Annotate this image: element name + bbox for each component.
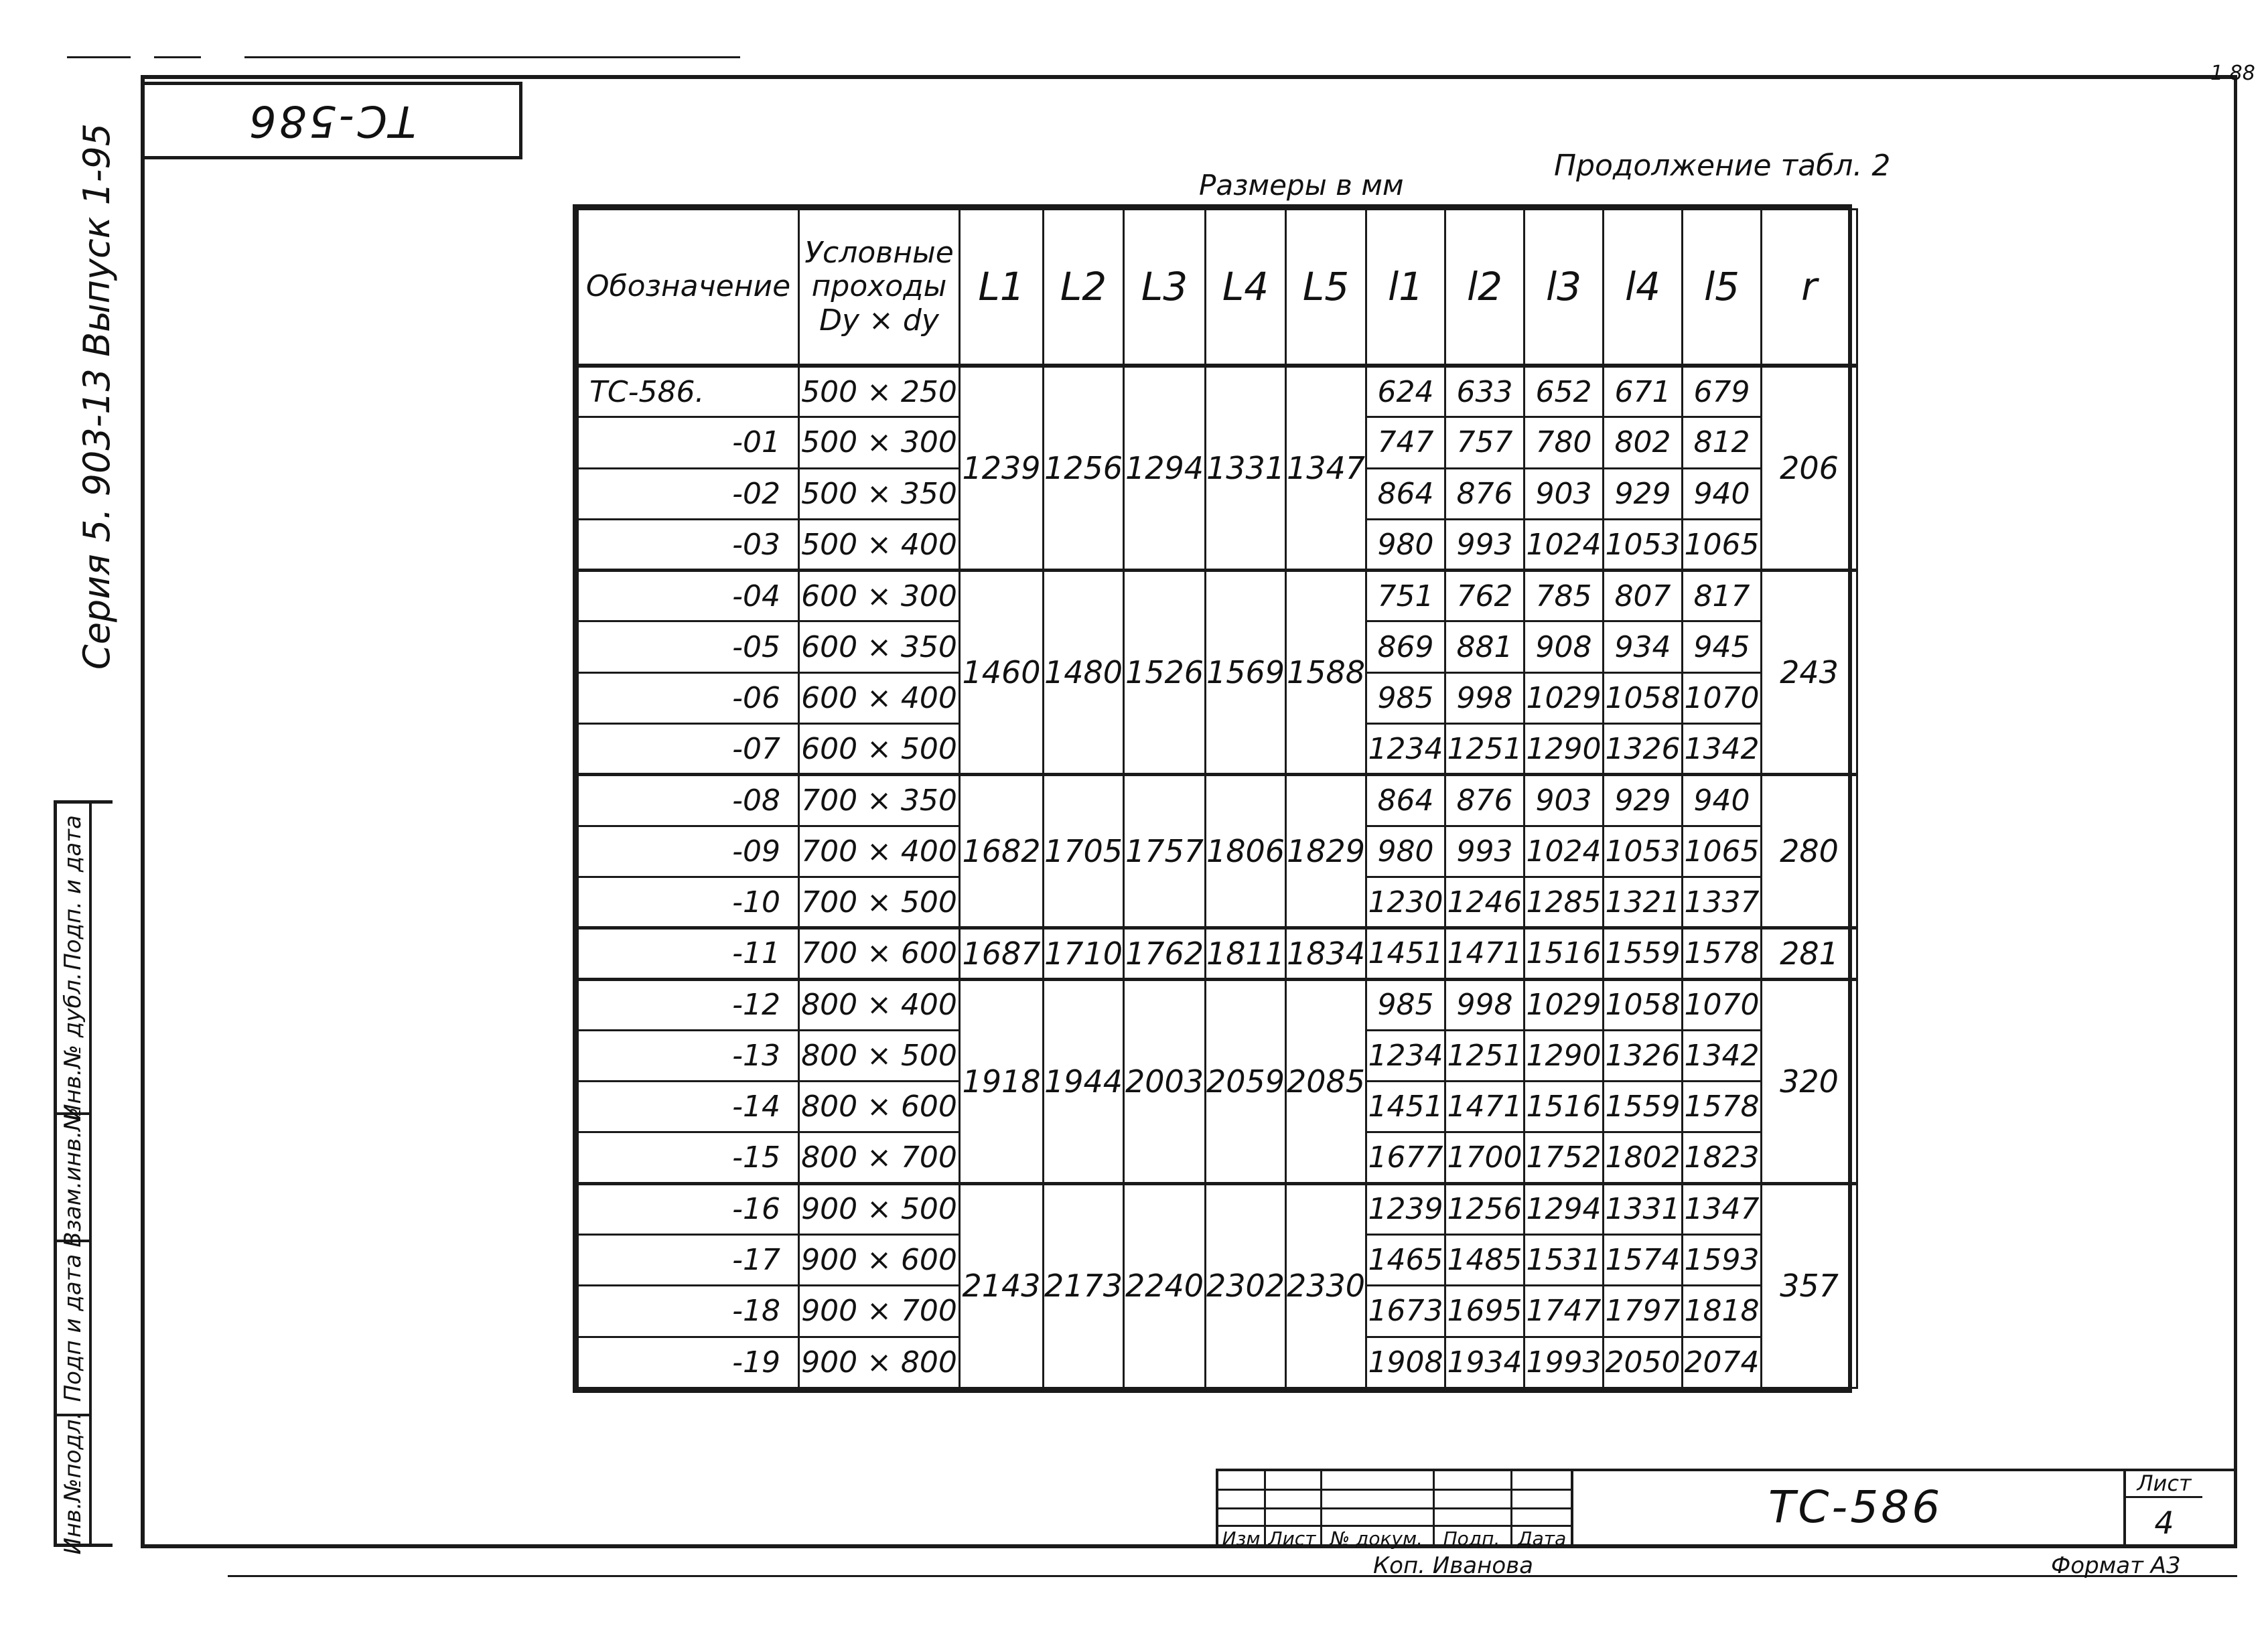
nominal-bore-cell: 900 × 800 [799,1337,960,1388]
table-row [578,571,1857,621]
sheet-label: Лист [2126,1469,2202,1498]
specification-table [573,204,1852,1393]
l4-cell: 929 [1604,775,1683,826]
l5-cell: 817 [1683,571,1762,621]
l1-cell: 864 [1366,775,1445,826]
l4-cell: 807 [1604,571,1683,621]
designation-cell: -05 [578,621,799,672]
l2-cell: 1934 [1445,1337,1525,1388]
l4-cell: 1326 [1604,1030,1683,1081]
l2-cell: 1251 [1445,1030,1525,1081]
header-l3: l3 [1525,210,1604,366]
nominal-bore-cell: 700 × 500 [799,877,960,927]
corner-code: ТС-586 [246,96,417,145]
L3-cell: 2003 [1124,979,1206,1183]
l1-cell: 980 [1366,826,1445,877]
L5-cell: 2330 [1286,1183,1366,1388]
l1-cell: 1451 [1366,928,1445,979]
page-corner-mark: 1 88 [2210,62,2255,85]
sheet-number: 4 [2154,1505,2174,1541]
l5-cell: 812 [1683,417,1762,468]
l2-cell: 998 [1445,672,1525,723]
header-L5: L5 [1286,210,1366,366]
L3-cell: 1762 [1124,928,1206,979]
designation-cell: -04 [578,571,799,621]
l1-cell: 747 [1366,417,1445,468]
title-block [1216,1469,2237,1548]
header-L2: L2 [1044,210,1124,366]
L2-cell: 1256 [1044,366,1124,570]
l4-cell: 671 [1604,366,1683,417]
l1-cell: 985 [1366,672,1445,723]
nominal-bore-cell: 900 × 600 [799,1235,960,1286]
sidebar-cell-inv-orig [57,1412,89,1555]
r-cell: 206 [1762,366,1857,570]
header-r: r [1762,210,1857,366]
L3-cell: 1757 [1124,775,1206,928]
header-l5: l5 [1683,210,1762,366]
tb-label-doc-number: № докум. [1330,1528,1423,1550]
header-L4: L4 [1206,210,1286,366]
nominal-bore-cell: 600 × 500 [799,724,960,775]
l3-cell: 1024 [1525,519,1604,570]
nominal-bore-cell: 800 × 400 [799,979,960,1030]
l4-cell: 1797 [1604,1286,1683,1337]
l5-cell: 1065 [1683,519,1762,570]
l3-cell: 1531 [1525,1235,1604,1286]
l5-cell: 1578 [1683,928,1762,979]
l1-cell: 624 [1366,366,1445,417]
l5-cell: 1347 [1683,1183,1762,1234]
sidebar-label: Взам.инв.№ [60,1107,86,1248]
l1-cell: 1230 [1366,877,1445,927]
L2-cell: 2173 [1044,1183,1124,1388]
l5-cell: 1065 [1683,826,1762,877]
designation-cell: -18 [578,1286,799,1337]
l3-cell: 1747 [1525,1286,1604,1337]
L2-cell: 1480 [1044,571,1124,775]
designation-cell: -17 [578,1235,799,1286]
designation-cell: -16 [578,1183,799,1234]
grid-line [1264,1471,1266,1548]
designation-cell: ТС-586. [578,366,799,417]
l5-cell: 1070 [1683,672,1762,723]
l2-cell: 762 [1445,571,1525,621]
L5-cell: 1347 [1286,366,1366,570]
sidebar-divider [89,804,92,1544]
L4-cell: 1569 [1206,571,1286,775]
l2-cell: 876 [1445,775,1525,826]
l5-cell: 1578 [1683,1082,1762,1132]
nominal-bore-cell: 700 × 400 [799,826,960,877]
l1-cell: 1234 [1366,724,1445,775]
l3-cell: 1993 [1525,1337,1604,1388]
nominal-bore-cell: 900 × 700 [799,1286,960,1337]
table-continuation-title: Продолжение табл. 2 [1554,149,1891,183]
nominal-bore-cell: 500 × 350 [799,468,960,519]
tb-label-date: Дата [1517,1528,1567,1550]
l1-cell: 751 [1366,571,1445,621]
L2-cell: 1944 [1044,979,1124,1183]
l2-cell: 993 [1445,519,1525,570]
l5-cell: 1593 [1683,1235,1762,1286]
sheet-number-box [2123,1469,2202,1548]
l2-cell: 998 [1445,979,1525,1030]
grid-line [1433,1471,1435,1548]
l3-cell: 908 [1525,621,1604,672]
designation-cell: -09 [578,826,799,877]
l5-cell: 1342 [1683,724,1762,775]
nominal-bore-cell: 700 × 350 [799,775,960,826]
l4-cell: 1559 [1604,928,1683,979]
l2-cell: 1700 [1445,1132,1525,1183]
l4-cell: 1326 [1604,724,1683,775]
sidebar-cell-replace-inv [57,1107,89,1248]
l5-cell: 940 [1683,468,1762,519]
l2-cell: 1471 [1445,1082,1525,1132]
designation-cell: -11 [578,928,799,979]
l5-cell: 1337 [1683,877,1762,927]
designation-cell: -08 [578,775,799,826]
header-designation: Обозначение [578,210,799,366]
l4-cell: 1574 [1604,1235,1683,1286]
l4-cell: 934 [1604,621,1683,672]
l3-cell: 785 [1525,571,1604,621]
nominal-bore-cell: 600 × 400 [799,672,960,723]
l5-cell: 1818 [1683,1286,1762,1337]
l2-cell: 633 [1445,366,1525,417]
revision-grid [1216,1469,1571,1548]
l5-cell: 1823 [1683,1132,1762,1183]
L3-cell: 1294 [1124,366,1206,570]
nominal-bore-cell: 500 × 400 [799,519,960,570]
l3-cell: 1285 [1525,877,1604,927]
l3-cell: 903 [1525,775,1604,826]
tb-label-change: Изм [1222,1528,1261,1550]
l4-cell: 929 [1604,468,1683,519]
L4-cell: 1331 [1206,366,1286,570]
header-l4: l4 [1604,210,1683,366]
nominal-bore-cell: 500 × 250 [799,366,960,417]
approval-sidebar [54,800,113,1555]
l1-cell: 1677 [1366,1132,1445,1183]
header-L3: L3 [1124,210,1206,366]
nominal-bore-cell: 700 × 600 [799,928,960,979]
designation-cell: -02 [578,468,799,519]
tb-label-signature: Подп. [1443,1528,1500,1550]
l2-cell: 757 [1445,417,1525,468]
header-l1: l1 [1366,210,1445,366]
designation-cell: -10 [578,877,799,927]
L1-cell: 1687 [960,928,1044,979]
document-code: ТС-586 [1768,1481,1943,1533]
designation-cell: -07 [578,724,799,775]
l1-cell: 1451 [1366,1082,1445,1132]
table-row [578,775,1857,826]
L5-cell: 1829 [1286,775,1366,928]
l2-cell: 1485 [1445,1235,1525,1286]
l1-cell: 864 [1366,468,1445,519]
l1-cell: 1239 [1366,1183,1445,1234]
sidebar-cell-inv-dup [57,972,89,1121]
sidebar-label: Инв.№подл. [60,1412,86,1555]
l2-cell: 1471 [1445,928,1525,979]
grid-line [1218,1489,1571,1491]
designation-cell: -19 [578,1337,799,1388]
L4-cell: 1806 [1206,775,1286,928]
designation-cell: -15 [578,1132,799,1183]
L5-cell: 1588 [1286,571,1366,775]
header-L1: L1 [960,210,1044,366]
nominal-bore-cell: 500 × 300 [799,417,960,468]
nominal-bore-cell: 800 × 600 [799,1082,960,1132]
l4-cell: 1802 [1604,1132,1683,1183]
L2-cell: 1710 [1044,928,1124,979]
nominal-bore-cell: 600 × 300 [799,571,960,621]
L1-cell: 2143 [960,1183,1044,1388]
l2-cell: 1256 [1445,1183,1525,1234]
L5-cell: 2085 [1286,979,1366,1183]
grid-line [1510,1471,1512,1548]
l1-cell: 1673 [1366,1286,1445,1337]
l5-cell: 945 [1683,621,1762,672]
L1-cell: 1239 [960,366,1044,570]
l5-cell: 1070 [1683,979,1762,1030]
sidebar-cell-sign-date-1 [57,804,89,981]
nominal-bore-cell: 800 × 500 [799,1030,960,1081]
l3-cell: 1294 [1525,1183,1604,1234]
l3-cell: 1029 [1525,979,1604,1030]
l3-cell: 1290 [1525,1030,1604,1081]
sidebar-cell-sign-date-2 [57,1242,89,1416]
table-row [578,366,1857,417]
grid-line [1218,1507,1571,1509]
l4-cell: 1331 [1604,1183,1683,1234]
nominal-bore-cell: 800 × 700 [799,1132,960,1183]
grid-line [1320,1471,1322,1548]
designation-cell: -03 [578,519,799,570]
l2-cell: 1251 [1445,724,1525,775]
grid-line [1218,1525,1571,1527]
table-row [578,928,1857,979]
L1-cell: 1460 [960,571,1044,775]
nominal-bore-cell: 600 × 350 [799,621,960,672]
r-cell: 357 [1762,1183,1857,1388]
l3-cell: 1516 [1525,928,1604,979]
sheet-format: Формат А3 [2051,1552,2181,1579]
L3-cell: 2240 [1124,1183,1206,1388]
L5-cell: 1834 [1286,928,1366,979]
l4-cell: 1058 [1604,979,1683,1030]
designation-cell: -01 [578,417,799,468]
top-cut-line-2 [154,56,201,58]
designation-cell: -13 [578,1030,799,1081]
nominal-bore-cell: 900 × 500 [799,1183,960,1234]
l3-cell: 652 [1525,366,1604,417]
l5-cell: 679 [1683,366,1762,417]
L1-cell: 1918 [960,979,1044,1183]
table-row [578,979,1857,1030]
r-cell: 281 [1762,928,1857,979]
l5-cell: 940 [1683,775,1762,826]
l4-cell: 1559 [1604,1082,1683,1132]
l4-cell: 802 [1604,417,1683,468]
sidebar-label: Подп. и дата [60,814,86,970]
r-cell: 320 [1762,979,1857,1183]
sidebar-label: Подп и дата [60,1254,86,1402]
tb-label-sheet: Лист [1268,1528,1316,1550]
copied-by: Коп. Иванова [1373,1552,1533,1579]
l3-cell: 1024 [1525,826,1604,877]
l1-cell: 985 [1366,979,1445,1030]
l2-cell: 876 [1445,468,1525,519]
l4-cell: 1053 [1604,519,1683,570]
L4-cell: 2059 [1206,979,1286,1183]
l4-cell: 1321 [1604,877,1683,927]
l3-cell: 1029 [1525,672,1604,723]
l3-cell: 1516 [1525,1082,1604,1132]
corner-code-box [141,82,522,159]
dimensions-note: Размеры в мм [1199,169,1404,202]
header-nominal-bore: Условные проходы Dy × dy [799,210,960,366]
L1-cell: 1682 [960,775,1044,928]
designation-cell: -06 [578,672,799,723]
L4-cell: 2302 [1206,1183,1286,1388]
l2-cell: 993 [1445,826,1525,877]
table-header-row [578,210,1857,366]
table-row [578,1183,1857,1234]
l4-cell: 1053 [1604,826,1683,877]
l1-cell: 980 [1366,519,1445,570]
l2-cell: 1695 [1445,1286,1525,1337]
l1-cell: 1234 [1366,1030,1445,1081]
l2-cell: 1246 [1445,877,1525,927]
sidebar-label: Инв.№ дубл. [60,972,86,1121]
l4-cell: 2050 [1604,1337,1683,1388]
l3-cell: 1752 [1525,1132,1604,1183]
l3-cell: 903 [1525,468,1604,519]
L2-cell: 1705 [1044,775,1124,928]
l3-cell: 1290 [1525,724,1604,775]
l1-cell: 1465 [1366,1235,1445,1286]
L4-cell: 1811 [1206,928,1286,979]
top-cut-line-1 [67,56,131,58]
l2-cell: 881 [1445,621,1525,672]
designation-cell: -14 [578,1082,799,1132]
bottom-cut-line [228,1575,2237,1577]
l3-cell: 780 [1525,417,1604,468]
l5-cell: 2074 [1683,1337,1762,1388]
l5-cell: 1342 [1683,1030,1762,1081]
l1-cell: 1908 [1366,1337,1445,1388]
L3-cell: 1526 [1124,571,1206,775]
l1-cell: 869 [1366,621,1445,672]
r-cell: 280 [1762,775,1857,928]
top-cut-line-3 [244,56,740,58]
r-cell: 243 [1762,571,1857,775]
series-label: Серия 5. 903-13 Выпуск 1-95 [76,123,118,670]
header-l2: l2 [1445,210,1525,366]
l4-cell: 1058 [1604,672,1683,723]
designation-cell: -12 [578,979,799,1030]
